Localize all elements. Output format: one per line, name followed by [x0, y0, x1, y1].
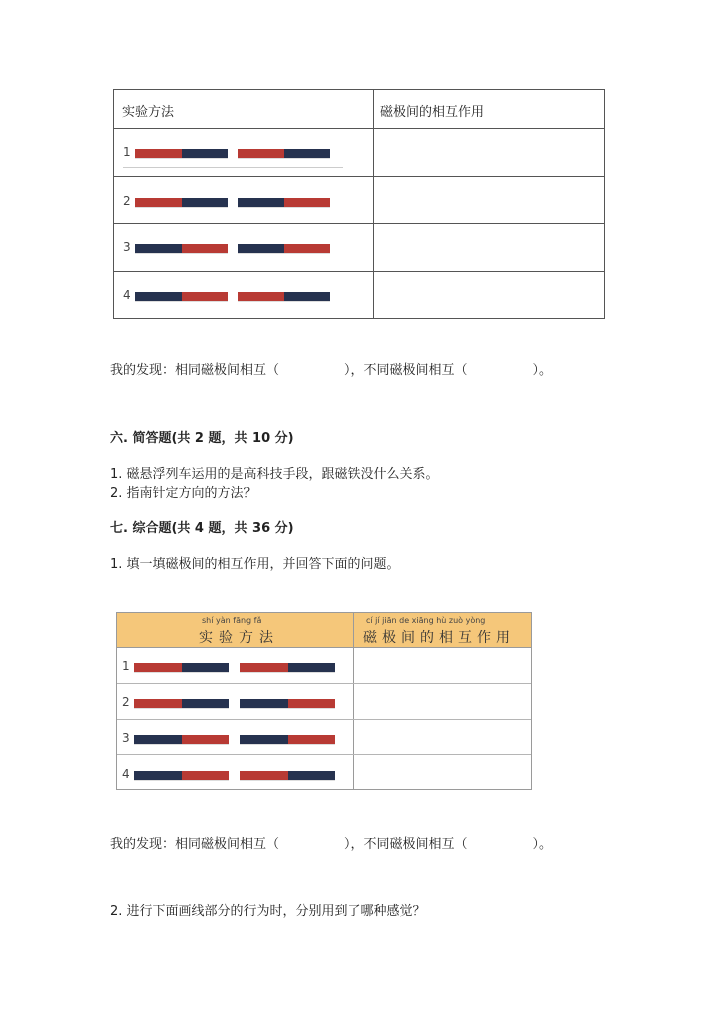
magnet-table-2: [116, 612, 532, 790]
row-number: 2: [123, 194, 131, 208]
magnet-bar: [134, 735, 229, 744]
row-divider: [114, 271, 604, 272]
header-effect: 磁极间的相互作用: [363, 630, 515, 646]
question-text: 2. 进行下面画线部分的行为时，分别用到了哪种感觉？: [110, 904, 426, 919]
column-divider: [353, 613, 354, 789]
pole: [182, 735, 230, 744]
pole: [182, 244, 229, 253]
question-text: 2. 指南针定方向的方法？: [110, 486, 257, 501]
magnet-bar: [135, 149, 228, 158]
pole: [134, 771, 182, 780]
magnet-bar: [135, 244, 228, 253]
pole: [238, 198, 284, 207]
header-effect: 磁极间的相互作用: [380, 105, 485, 120]
magnet-bar: [135, 292, 228, 301]
row-divider: [114, 176, 604, 177]
pole: [135, 244, 182, 253]
pole: [238, 149, 284, 158]
magnet-bar: [238, 198, 330, 207]
pole: [135, 292, 182, 301]
magnet-bar: [238, 244, 330, 253]
row-number: 2: [122, 695, 130, 709]
magnet-bar: [135, 198, 228, 207]
pole: [284, 292, 330, 301]
column-divider: [373, 90, 374, 318]
pole: [288, 699, 336, 708]
magnet-bar: [134, 771, 229, 780]
question-text: 1. 磁悬浮列车运用的是高科技手段，跟磁铁没什么关系。: [110, 467, 439, 482]
row-divider: [117, 719, 531, 720]
pole: [284, 149, 330, 158]
row-number: 3: [122, 731, 130, 745]
pole: [182, 663, 230, 672]
row-number: 3: [123, 240, 131, 254]
pole: [284, 198, 330, 207]
pole: [240, 663, 288, 672]
row-divider: [117, 754, 531, 755]
finding-sentence: 我的发现：相同磁极间相互（ ），不同磁极间相互（ ）。: [110, 363, 553, 378]
pole: [288, 735, 336, 744]
header-method: 实验方法: [199, 630, 279, 646]
pole: [182, 699, 230, 708]
finding-sentence: 我的发现：相同磁极间相互（ ），不同磁极间相互（ ）。: [110, 837, 553, 852]
magnet-bar: [238, 149, 330, 158]
row-number: 4: [122, 767, 130, 781]
row-number: 4: [123, 288, 131, 302]
pole: [182, 771, 230, 780]
section-title: 六. 简答题(共 2 题，共 10 分): [110, 431, 294, 446]
pole: [134, 663, 182, 672]
section-title: 七. 综合题(共 4 题，共 36 分): [110, 521, 294, 536]
underline: [123, 167, 343, 168]
magnet-bar: [238, 292, 330, 301]
pole: [284, 244, 330, 253]
magnet-bar: [134, 663, 229, 672]
row-divider: [114, 223, 604, 224]
pole: [238, 292, 284, 301]
pole: [135, 198, 182, 207]
row-number: 1: [123, 145, 131, 159]
pole: [240, 699, 288, 708]
pole: [134, 735, 182, 744]
question-text: 1. 填一填磁极间的相互作用，并回答下面的问题。: [110, 557, 400, 572]
magnet-bar: [240, 699, 335, 708]
magnet-table-1: [113, 89, 605, 319]
row-divider: [114, 128, 604, 129]
pinyin-effect: cí jí jiān de xiāng hù zuò yòng: [366, 616, 486, 625]
pole: [135, 149, 182, 158]
row-number: 1: [122, 659, 130, 673]
magnet-bar: [240, 735, 335, 744]
header-method: 实验方法: [122, 105, 175, 120]
row-divider: [117, 683, 531, 684]
pole: [240, 735, 288, 744]
pole: [182, 149, 229, 158]
pole: [238, 244, 284, 253]
magnet-bar: [240, 663, 335, 672]
pinyin-method: shí yàn fāng fǎ: [202, 616, 262, 625]
pole: [134, 699, 182, 708]
magnet-bar: [240, 771, 335, 780]
magnet-bar: [134, 699, 229, 708]
pole: [182, 292, 229, 301]
pole: [288, 663, 336, 672]
pole: [288, 771, 336, 780]
pole: [240, 771, 288, 780]
pole: [182, 198, 229, 207]
